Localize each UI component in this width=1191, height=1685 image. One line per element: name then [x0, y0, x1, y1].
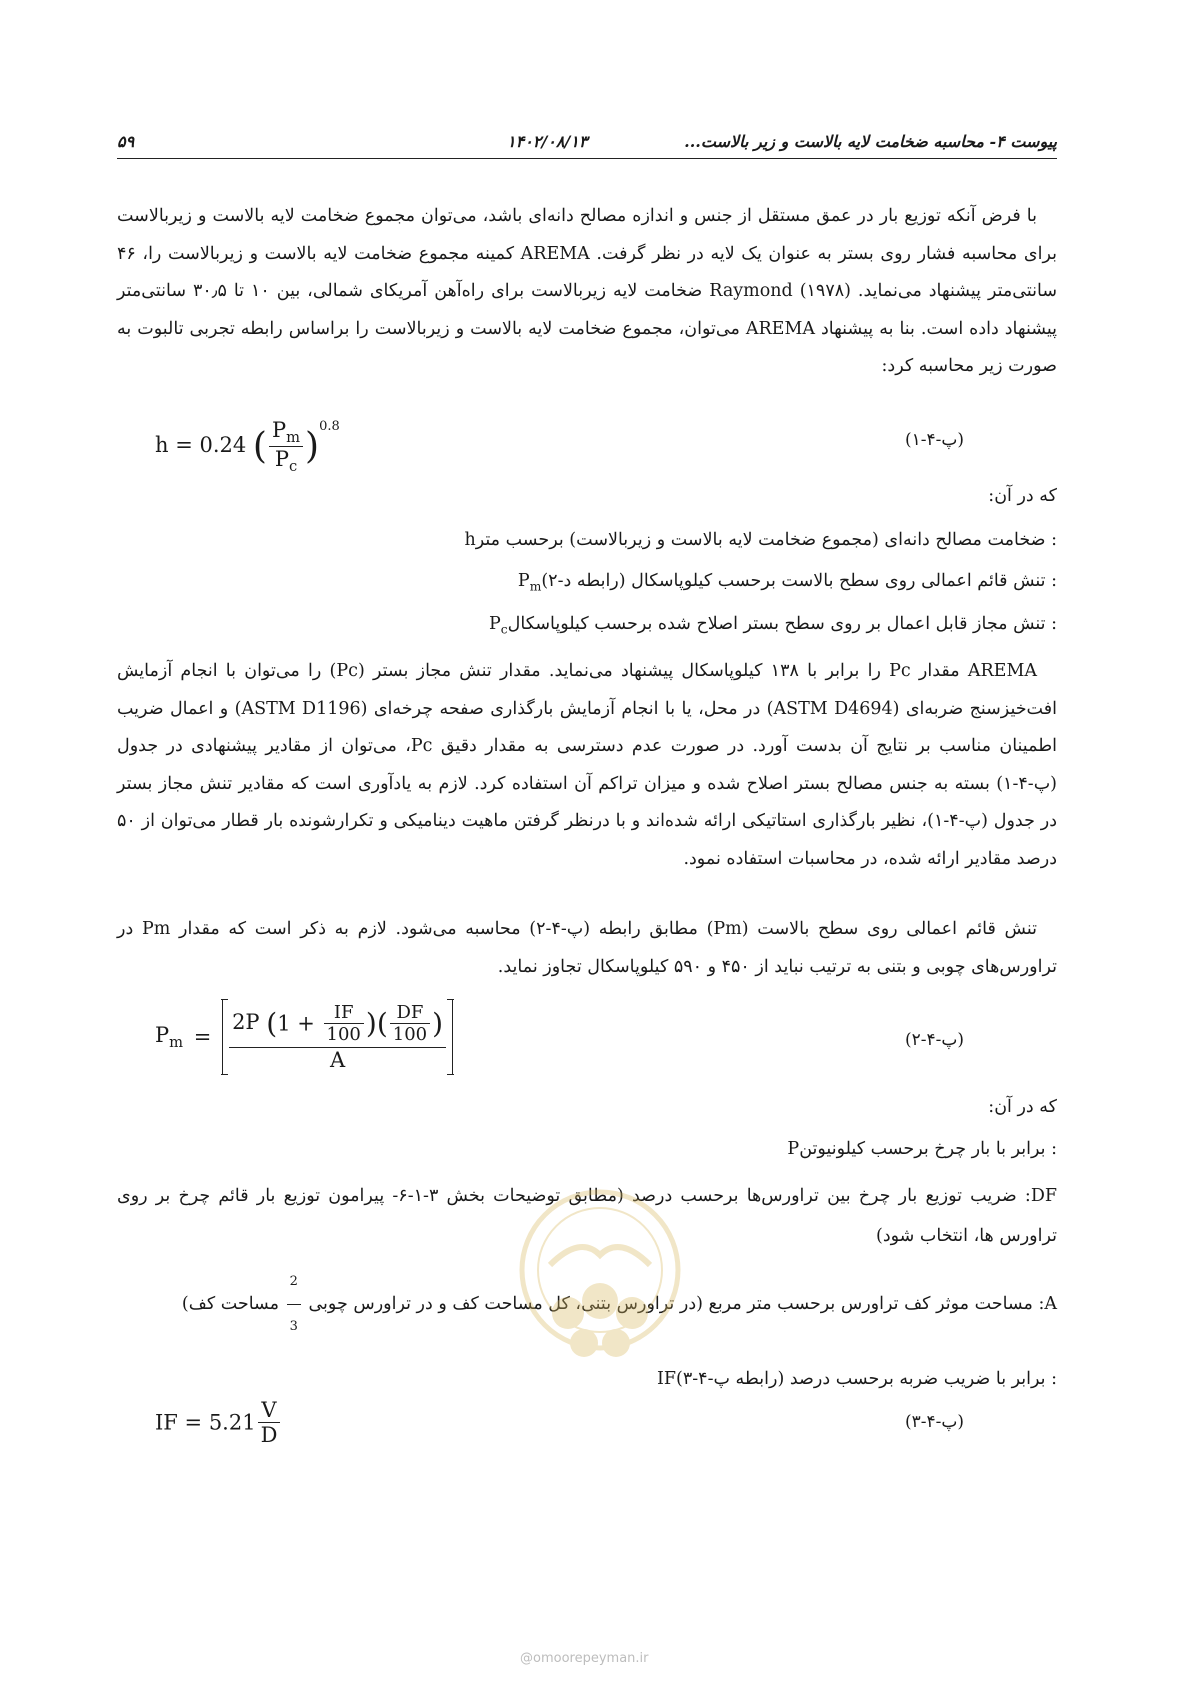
equation-3	[155, 1398, 282, 1447]
def-p-symbol: P	[787, 1139, 800, 1159]
def-a-symbol: A	[1044, 1294, 1057, 1314]
eq1-den-sub: c	[288, 458, 298, 476]
eq2-df-fraction: $\frac{DF}{100}$	[390, 1002, 430, 1045]
header-date: ۱۴۰۲/۰۸/۱۳	[507, 132, 588, 151]
eq2-if-fraction: $\frac{IF}{100}$	[324, 1002, 364, 1045]
eq2-lhs-sub: m	[169, 1034, 184, 1052]
header-title: پیوست ۴- محاسبه ضخامت لایه بالاست و زیر بالاست...	[684, 132, 1057, 151]
eq2-lhs: P	[155, 1022, 170, 1047]
eq2-one-plus: 1 +	[277, 1011, 315, 1036]
eq1-fraction	[269, 418, 303, 475]
eq3-fraction: $\frac{V}{D}$	[258, 1398, 281, 1447]
eq1-den: P	[274, 447, 289, 472]
paragraph-1: با فرض آنکه توزیع بار در عمق مستقل از جنس و اندازه مصالح دانه‌ای باشد، می‌توان مجموع ضخامت لایه بالاست و زیربالاست برای محاسبه فشار روی بستر به عنوان یک لایه در نظر گرفت. AREMA کمینه مجموع ضخامت لایه بالاست و زیربالاست را، ۴۶ سانتی‌متر پیشنهاد می‌نماید. Raymond (۱۹۷۸) ضخامت لایه زیربالاست برای راه‌آهن آمریکای شمالی، بین ۱۰ تا ۳۰٫۵ سانتی‌متر پیشنهاد داده است. بنا به پیشنهاد AREMA می‌توان، مجموع ضخامت لایه بالاست و زیربالاست را براساس رابطه تجربی تالبوت به صورت زیر محاسبه کرد:	[117, 206, 1057, 376]
eq1-num: P	[271, 418, 287, 442]
paragraph-2: AREMA مقدار Pc را برابر با ۱۳۸ کیلوپاسکال پیشنهاد می‌نماید. مقدار تنش مجاز بستر (Pc) را می‌توان با انجام آزمایش افت‌خیزسنج ضربه‌ای (ASTM D4694) در محل، یا با انجام آزمایش بارگذاری صفحه چرخه‌ای (ASTM D1196) و اعمال ضریب اطمینان مناسب بر نتایج آن بدست آورد. در صورت عدم دسترسی به مقدار دقیق Pc، می‌توان از مقادیر پیشنهادی در جدول (پ-۴-۱) بسته به جنس مصالح بستر اصلاح شده و میزان تراکم آن استفاده کرد. لازم به یادآوری است که مقادیر تنش مجاز بستر در جدول (پ-۴-۱)، نظیر بارگذاری استاتیکی ارائه شده‌اند و با درنظر گرفتن ماهیت دینامیکی و تکرارشونده بار قطار می‌توان از ۵۰ درصد مقادیر ارائه شده، در محاسبات استفاده نمود.	[117, 661, 1057, 869]
eq2-den-a: A	[329, 1048, 346, 1072]
def-pc	[489, 614, 1057, 637]
equation-3-number: (پ-۴-۳)	[905, 1412, 965, 1432]
def-h	[464, 530, 1057, 550]
where-label-1: که در آن:	[988, 486, 1057, 506]
def-h-symbol: h	[464, 530, 476, 550]
def-a-text: : مساحت موثر کف تراورس برحسب متر مربع (در تراورس بتنی، کل مساحت کف و در تراورس چوبی	[308, 1294, 1045, 1314]
page-header	[117, 132, 1057, 156]
def-df-text: : ضریب توزیع بار چرخ بین تراورس‌ها برحسب درصد (مطابق توضیحات بخش ۳-۱-۶- پیرامون توزیع بار قائم چرخ بر روی تراورس ها، انتخاب شود)	[117, 1186, 1057, 1246]
eq2-main-fraction: 2P (1 + $\frac{IF}{100}$ )( $\frac{DF}{100}$ ) A	[229, 1002, 446, 1072]
eq1-num-sub: m	[286, 429, 301, 447]
eq2-bracket	[222, 1000, 453, 1074]
def-if	[657, 1369, 1057, 1389]
def-h-text: : ضخامت مصالح دانه‌ای (مجموع ضخامت لایه بالاست و زیربالاست) برحسب متر	[475, 530, 1057, 550]
def-if-symbol: IF	[656, 1369, 677, 1389]
eq2-2p: 2P	[232, 1010, 260, 1034]
header-divider	[117, 158, 1057, 159]
def-if-text: : برابر با ضریب ضربه برحسب درصد (رابطه پ-۴-۳)	[676, 1369, 1057, 1389]
eq1-lhs: h = 0.24	[155, 433, 247, 458]
equation-2-number: (پ-۴-۲)	[905, 1030, 965, 1050]
def-df-symbol: DF	[1030, 1186, 1057, 1206]
def-p-text: : برابر با بار چرخ برحسب کیلونیوتن	[799, 1139, 1057, 1159]
def-pm	[518, 571, 1057, 594]
eq1-exponent: 0.8	[319, 419, 340, 435]
equation-2	[155, 1000, 453, 1074]
def-a-fraction: $\frac{2}{3}$	[287, 1260, 301, 1349]
def-pm-text: : تنش قائم اعمالی روی سطح بالاست برحسب کیلوپاسکال (رابطه د-۲)	[541, 571, 1057, 591]
equation-1: h = 0.24 ( $\frac{P_m}{P_c}$ )$^{0.8}$	[155, 418, 340, 476]
def-pc-symbol: $P_c$	[488, 614, 508, 637]
def-pc-text: : تنش مجاز قابل اعمال بر روی سطح بستر اصلاح شده برحسب کیلوپاسکال	[507, 614, 1057, 634]
def-pm-symbol: $P_m$	[517, 571, 542, 594]
watermark-seal-icon	[510, 1185, 690, 1375]
watermark-site-text: @omoorepeyman.ir	[520, 1651, 649, 1666]
eq2-equals: =	[193, 1025, 212, 1049]
equation-1-number: (پ-۴-۱)	[905, 430, 965, 450]
page-number: ۵۹	[117, 132, 135, 151]
def-a-tail: مساحت کف)	[181, 1294, 280, 1314]
eq3-lhs: IF = 5.21	[155, 1410, 256, 1435]
where-label-2: که در آن:	[988, 1097, 1057, 1117]
def-p	[787, 1139, 1057, 1159]
paragraph-3: تنش قائم اعمالی روی سطح بالاست (Pm) مطابق رابطه (پ-۴-۲) محاسبه می‌شود. لازم به ذکر است که مقدار Pm در تراورس‌های چوبی و بتنی به ترتیب نباید از ۴۵۰ و ۵۹۰ کیلوپاسکال تجاوز نماید.	[117, 919, 1057, 977]
